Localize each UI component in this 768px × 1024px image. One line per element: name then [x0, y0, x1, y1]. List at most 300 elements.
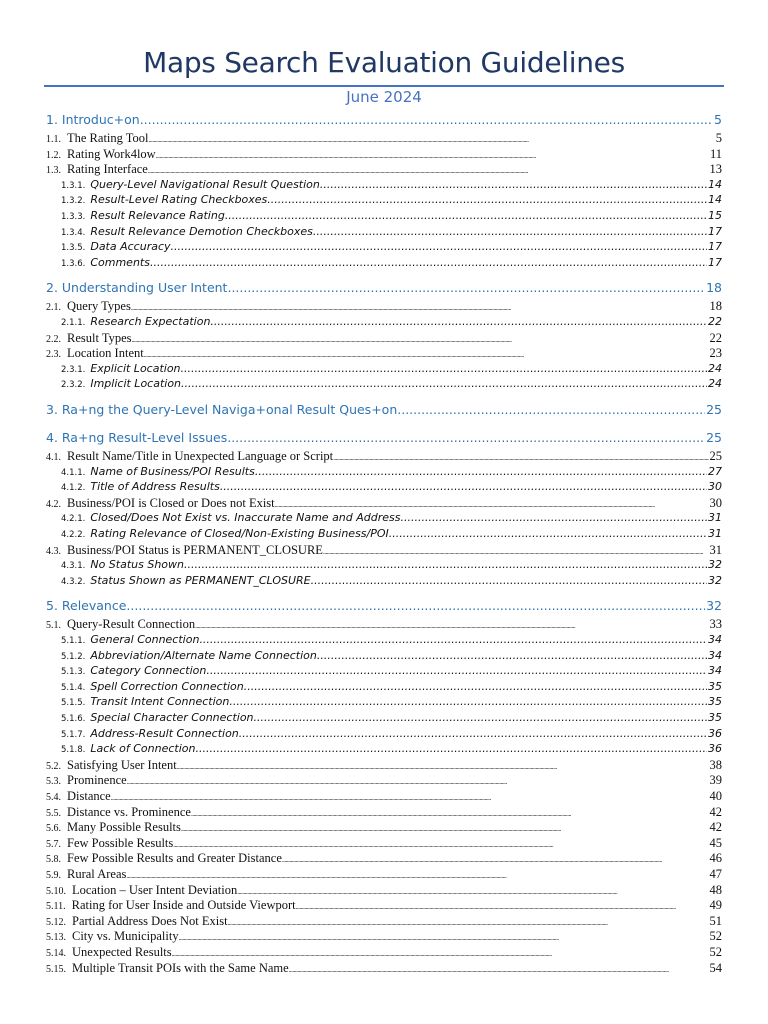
toc-entry-number: 5.1.4.	[61, 682, 86, 693]
document-date: June 2024	[346, 88, 422, 106]
toc-dot-leader	[275, 501, 709, 509]
toc-entry[interactable]	[46, 430, 722, 445]
toc-entry[interactable]	[46, 649, 722, 662]
toc-entry[interactable]	[46, 162, 722, 177]
toc-entry-number: 5.14.	[46, 948, 66, 959]
toc-page-number: 17	[708, 224, 722, 238]
toc-entry-title: The Rating Tool	[67, 131, 149, 145]
toc-entry-title: Satisfying User Intent	[67, 757, 177, 772]
toc-entry-label	[46, 914, 228, 929]
toc-entry-title: Name of Business/POI Results	[90, 464, 255, 478]
toc-entry-number: 4.3.2.	[61, 576, 86, 587]
toc-entry-label	[46, 402, 397, 417]
toc-entry[interactable]	[46, 805, 722, 820]
toc-entry-title: Comments	[90, 255, 150, 269]
toc-page-number: 34	[708, 664, 722, 678]
toc-dot-leader	[179, 934, 709, 942]
toc-entry-label	[61, 465, 255, 478]
toc-entry[interactable]	[46, 209, 722, 222]
toc-entry[interactable]	[46, 664, 722, 677]
toc-entry[interactable]	[46, 496, 722, 511]
toc-page-number: 35	[708, 711, 722, 724]
toc-entry-label	[46, 280, 227, 295]
toc-page-number: 35	[708, 695, 722, 709]
toc-entry-number: 4.1.1.	[61, 467, 86, 478]
toc-dot-leader	[389, 527, 707, 540]
toc-entry-label	[61, 315, 210, 328]
toc-entry-number: 1.3.	[46, 165, 61, 177]
toc-dot-leader	[401, 511, 708, 524]
toc-entry-title: Business/POI Status is PERMANENT_CLOSURE	[67, 542, 323, 557]
toc-entry-label	[46, 112, 140, 127]
toc-entry[interactable]	[46, 131, 722, 146]
toc-entry[interactable]	[46, 945, 722, 960]
toc-dot-leader	[156, 152, 709, 160]
toc-entry-label	[61, 362, 181, 375]
toc-page-number: 32	[706, 598, 722, 614]
toc-entry[interactable]	[46, 112, 722, 127]
toc-entry-title: Result Types	[67, 330, 132, 345]
toc-entry[interactable]	[46, 898, 722, 913]
toc-dot-leader	[181, 362, 707, 375]
toc-entry[interactable]	[46, 558, 722, 571]
toc-page-number: 24	[708, 377, 722, 391]
toc-entry-title: Result Relevance Demotion Checkboxes	[90, 224, 313, 238]
toc-page-number: 38	[709, 757, 722, 772]
toc-entry-label	[61, 633, 199, 646]
toc-entry-title: 3. Ra+ng the Query-Level Naviga+onal Result Ques+on	[46, 402, 398, 417]
toc-dot-leader	[149, 136, 715, 144]
toc-entry-number: 5.7.	[46, 838, 61, 850]
toc-entry[interactable]	[46, 346, 722, 361]
toc-entry-label	[61, 377, 181, 390]
toc-entry-number: 5.6.	[46, 823, 61, 835]
toc-entry-label	[46, 867, 126, 882]
toc-entry-label	[46, 449, 333, 464]
toc-entry-title: Closed/Does Not Exist vs. Inaccurate Name and Address	[90, 511, 401, 525]
toc-entry-title: Rating Relevance of Closed/Non-Existing Business/POI	[90, 527, 389, 540]
toc-entry-number: 5.12.	[46, 916, 66, 928]
toc-entry[interactable]	[46, 867, 722, 882]
toc-entry-title: Unexpected Results	[72, 945, 172, 959]
toc-dot-leader	[323, 548, 709, 556]
toc-entry[interactable]	[46, 377, 722, 390]
toc-dot-leader	[267, 193, 707, 206]
toc-page-number: 31	[709, 542, 722, 557]
toc-entry-label	[61, 193, 267, 206]
toc-entry-label	[46, 346, 144, 361]
toc-entry-label	[61, 209, 225, 222]
toc-dot-leader	[220, 480, 707, 493]
toc-page-number: 22	[708, 315, 722, 328]
toc-entry-number: 4.2.1.	[61, 514, 86, 525]
toc-entry-title: Distance vs. Prominence	[67, 804, 191, 819]
toc-entry-title: Multiple Transit POIs with the Same Name	[72, 960, 289, 975]
toc-entry[interactable]	[46, 299, 722, 314]
toc-dot-leader	[237, 888, 708, 896]
toc-entry-number: 5.1.1.	[61, 636, 86, 646]
toc-entry-label	[61, 574, 311, 587]
toc-dot-leader	[126, 598, 705, 613]
toc-entry-title: Location Intent	[67, 346, 144, 361]
toc-dot-leader	[296, 903, 709, 911]
toc-page-number: 31	[708, 527, 722, 540]
toc-page-number: 31	[708, 511, 722, 525]
toc-entry-label	[46, 598, 126, 613]
toc-entry-number: 5.15.	[46, 963, 66, 975]
toc-entry-label	[46, 299, 131, 314]
toc-entry-label	[46, 945, 172, 960]
toc-dot-leader	[172, 950, 709, 958]
toc-entry-number: 5.1.6.	[61, 714, 86, 724]
toc-entry-title: Explicit Location	[90, 361, 181, 375]
toc-entry-title: Rating for User Inside and Outside Viewport	[71, 898, 296, 913]
toc-dot-leader	[228, 919, 709, 927]
toc-entry-label	[61, 664, 206, 677]
toc-entry-number: 1.3.4.	[61, 227, 86, 238]
toc-entry-title: Result Name/Title in Unexpected Language or Script	[67, 449, 334, 463]
toc-dot-leader	[181, 377, 707, 390]
toc-entry-number: 4.2.2.	[61, 530, 86, 540]
toc-entry-number: 5.9.	[46, 870, 61, 881]
toc-page-number: 30	[708, 480, 722, 494]
toc-entry-label	[61, 695, 229, 708]
toc-entry-title: Data Accuracy	[90, 240, 171, 254]
toc-entry-title: Few Possible Results	[67, 835, 174, 850]
toc-entry-title: Status Shown as PERMANENT_CLOSURE	[90, 573, 311, 587]
toc-page-number: 32	[708, 558, 722, 572]
toc-dot-leader	[140, 112, 713, 127]
toc-entry-title: Distance	[67, 789, 111, 803]
toc-entry[interactable]	[46, 773, 722, 788]
toc-entry-title: Abbreviation/Alternate Name Connection	[90, 648, 317, 662]
toc-entry-number: 1.1.	[46, 134, 61, 145]
toc-page-number: 34	[708, 633, 722, 646]
toc-dot-leader	[177, 763, 709, 771]
toc-dot-leader	[311, 574, 707, 587]
toc-entry-title: General Connection	[90, 633, 200, 646]
toc-page-number: 30	[709, 495, 722, 510]
toc-entry[interactable]	[46, 695, 722, 708]
toc-entry[interactable]	[46, 598, 722, 613]
toc-entry-label	[61, 558, 184, 571]
toc-entry-number: 4.3.	[46, 545, 61, 557]
toc-entry-label	[46, 131, 149, 146]
toc-entry-number: 5.2.	[46, 760, 61, 772]
toc-entry-label	[61, 649, 317, 662]
toc-entry[interactable]	[46, 680, 722, 693]
toc-dot-leader	[195, 622, 708, 630]
toc-entry[interactable]	[46, 883, 722, 898]
toc-entry-title: No Status Shown	[90, 558, 184, 572]
toc-page-number: 23	[709, 346, 722, 361]
toc-entry[interactable]	[46, 465, 722, 478]
toc-entry-number: 5.1.2.	[61, 651, 86, 662]
toc-entry-number: 1.3.2.	[61, 196, 86, 207]
toc-dot-leader	[132, 336, 709, 344]
toc-dot-leader	[171, 240, 707, 253]
toc-entry[interactable]	[46, 402, 722, 417]
toc-entry[interactable]	[46, 617, 722, 632]
toc-dot-leader	[184, 558, 707, 571]
toc-entry-label	[61, 480, 220, 493]
toc-entry-number: 2.3.2.	[61, 380, 86, 391]
toc-entry-title: 2. Understanding User Intent	[46, 280, 228, 296]
toc-page-number: 18	[709, 299, 722, 314]
toc-entry[interactable]	[46, 742, 722, 755]
toc-entry-label	[46, 430, 227, 445]
toc-entry-number: 5.1.	[46, 620, 61, 632]
toc-page-number: 17	[708, 240, 722, 254]
toc-entry[interactable]	[46, 178, 722, 191]
toc-entry-number: 1.3.6.	[61, 258, 86, 269]
toc-page-number: 22	[709, 330, 722, 345]
toc-dot-leader	[148, 167, 709, 175]
toc-page-number: 14	[708, 193, 722, 207]
toc-entry-label	[46, 331, 132, 346]
toc-entry-number: 5.8.	[46, 854, 61, 866]
toc-page-number: 25	[706, 430, 722, 445]
toc-entry-title: Transit Intent Connection	[90, 695, 230, 709]
toc-dot-leader	[229, 695, 707, 708]
toc-entry[interactable]	[46, 280, 722, 295]
toc-dot-leader	[244, 680, 707, 693]
toc-page-number: 51	[709, 913, 722, 928]
toc-dot-leader	[282, 856, 709, 864]
toc-entry-number: 1.3.1.	[61, 180, 86, 191]
toc-entry-number: 1.3.5.	[61, 243, 86, 254]
toc-entry-number: 4.3.1.	[61, 561, 86, 572]
toc-dot-leader	[227, 430, 705, 445]
toc-page-number: 11	[709, 146, 722, 161]
toc-entry[interactable]	[46, 836, 722, 851]
toc-page-number: 40	[709, 789, 722, 803]
toc-dot-leader	[320, 178, 707, 191]
toc-entry-number: 4.1.2.	[61, 483, 86, 494]
toc-entry-title: Query Types	[67, 299, 131, 314]
toc-page-number: 24	[708, 361, 722, 375]
toc-page-number: 36	[708, 742, 722, 756]
toc-entry-label	[46, 496, 275, 511]
toc-entry[interactable]	[46, 727, 722, 740]
toc-entry-title: Title of Address Results	[90, 480, 220, 494]
toc-dot-leader	[225, 209, 707, 222]
toc-entry[interactable]	[46, 820, 722, 835]
toc-entry-title: Rating Interface	[67, 162, 148, 177]
toc-entry[interactable]	[46, 225, 722, 238]
toc-entry-title: Lack of Connection	[90, 742, 196, 756]
toc-entry-number: 2.3.	[46, 349, 61, 361]
toc-entry-title: Query-Level Navigational Result Question	[90, 177, 320, 191]
toc-entry[interactable]	[46, 914, 722, 929]
toc-entry-number: 5.1.3.	[61, 667, 86, 678]
toc-entry[interactable]	[46, 511, 722, 524]
toc-entry-title: Business/POI is Closed or Does not Exist	[67, 495, 275, 510]
toc-entry-label	[61, 680, 244, 693]
toc-entry-number: 1.3.3.	[61, 212, 86, 222]
toc-entry-title: Rural Areas	[67, 867, 127, 881]
toc-dot-leader	[333, 454, 708, 462]
toc-dot-leader	[150, 256, 707, 269]
toc-page-number: 15	[708, 209, 722, 222]
toc-entry[interactable]	[46, 362, 722, 375]
toc-entry-label	[46, 789, 111, 804]
toc-entry-number: 4.1.	[46, 452, 61, 463]
toc-page-number: 46	[709, 851, 722, 866]
toc-page-number: 48	[709, 882, 722, 897]
toc-page-number: 25	[709, 449, 722, 463]
toc-entry-number: 5.3.	[46, 776, 61, 788]
toc-page-number: 52	[709, 945, 722, 959]
toc-dot-leader	[289, 966, 709, 974]
toc-entry-label	[61, 527, 389, 540]
toc-entry[interactable]	[46, 480, 722, 493]
toc-entry-label	[61, 256, 150, 269]
toc-entry-title: Implicit Location	[90, 377, 182, 391]
toc-entry-number: 5.10.	[46, 885, 66, 897]
toc-entry-number: 5.1.7.	[61, 729, 86, 740]
toc-dot-leader	[191, 810, 709, 818]
toc-dot-leader	[127, 778, 709, 786]
toc-entry[interactable]	[46, 961, 722, 976]
toc-entry-title: Many Possible Results	[67, 820, 181, 835]
toc-entry-title: Result-Level Rating Checkboxes	[90, 193, 268, 207]
toc-entry-label	[46, 929, 179, 944]
toc-page-number: 42	[709, 804, 722, 819]
toc-entry-label	[46, 805, 191, 820]
toc-entry[interactable]	[46, 789, 722, 804]
toc-entry-label	[61, 178, 320, 191]
toc-entry-label	[46, 543, 323, 558]
toc-entry-title: Category Connection	[90, 664, 207, 678]
toc-page-number: 49	[709, 898, 722, 913]
toc-page-number: 35	[708, 679, 722, 693]
toc-entry-title: Spell Correction Connection	[90, 679, 244, 693]
toc-entry-label	[61, 727, 239, 740]
toc-entry[interactable]	[46, 758, 722, 773]
toc-dot-leader	[181, 825, 709, 833]
toc-dot-leader	[131, 304, 709, 312]
toc-entry-title: Partial Address Does Not Exist	[72, 913, 228, 928]
toc-entry-label	[46, 898, 296, 913]
toc-page-number: 13	[709, 162, 722, 177]
toc-page-number: 18	[706, 280, 722, 296]
toc-entry-title: Prominence	[67, 773, 127, 788]
toc-entry[interactable]	[46, 331, 722, 346]
toc-entry-title: Address-Result Connection	[90, 726, 239, 740]
toc-page-number: 5	[714, 112, 722, 127]
toc-entry[interactable]	[46, 449, 722, 464]
toc-dot-leader	[126, 872, 708, 880]
toc-dot-leader	[195, 742, 707, 755]
toc-dot-leader	[206, 664, 707, 677]
toc-entry[interactable]	[46, 574, 722, 587]
toc-dot-leader	[239, 727, 707, 740]
toc-dot-leader	[111, 794, 709, 802]
toc-entry[interactable]	[46, 315, 722, 328]
toc-entry-label	[46, 851, 282, 866]
toc-page-number: 5	[715, 131, 722, 145]
toc-dot-leader	[317, 649, 707, 662]
toc-entry-title: Few Possible Results and Greater Distance	[67, 851, 282, 866]
toc-page-number: 25	[706, 402, 722, 417]
toc-page-number: 27	[708, 464, 722, 478]
toc-entry-number: 5.5.	[46, 807, 61, 819]
toc-dot-leader	[199, 633, 707, 646]
toc-entry[interactable]	[46, 543, 722, 558]
toc-entry-title: 5. Relevance	[46, 598, 127, 614]
toc-page-number: 17	[708, 255, 722, 269]
toc-entry[interactable]	[46, 929, 722, 944]
toc-dot-leader	[173, 841, 708, 849]
toc-entry-number: 5.13.	[46, 932, 66, 944]
toc-entry[interactable]	[46, 711, 722, 724]
toc-dot-leader	[144, 351, 709, 359]
document-title: Maps Search Evaluation Guidelines	[143, 46, 625, 79]
toc-entry-title: Result Relevance Rating	[90, 209, 225, 222]
toc-dot-leader	[255, 465, 707, 478]
toc-entry-number: 2.1.	[46, 302, 61, 314]
toc-dot-leader	[210, 315, 707, 328]
toc-entry-label	[46, 820, 181, 835]
toc-entry[interactable]	[46, 240, 722, 253]
toc-page-number: 47	[709, 867, 722, 881]
toc-entry-label	[46, 617, 195, 632]
toc-entry-label	[46, 836, 173, 851]
toc-entry[interactable]	[46, 256, 722, 269]
toc-page-number: 39	[709, 773, 722, 788]
toc-entry-title: Query-Result Connection	[67, 617, 196, 632]
toc-entry-label	[61, 742, 195, 755]
toc-entry[interactable]	[46, 147, 722, 162]
toc-page-number: 52	[709, 929, 722, 944]
toc-page-number: 54	[709, 960, 722, 975]
toc-entry[interactable]	[46, 527, 722, 540]
toc-dot-leader	[397, 402, 705, 417]
toc-dot-leader	[227, 280, 705, 295]
toc-entry-title: Special Character Connection	[90, 711, 254, 724]
toc-entry-number: 5.4.	[46, 792, 61, 803]
toc-page-number: 32	[708, 573, 722, 587]
toc-entry-label	[46, 162, 148, 177]
toc-page-number: 36	[708, 726, 722, 740]
toc-entry-number: 2.1.1.	[61, 318, 86, 328]
toc-page-number: 42	[709, 820, 722, 835]
toc-entry-label	[61, 240, 171, 253]
toc-entry-label	[61, 711, 254, 724]
toc-entry-number: 5.1.5.	[61, 698, 86, 709]
toc-entry-number: 4.2.	[46, 498, 61, 510]
toc-page-number: 14	[708, 177, 722, 191]
toc-entry-label	[46, 961, 289, 976]
toc-entry-label	[46, 147, 156, 162]
toc-entry-title: Location – User Intent Deviation	[72, 882, 238, 897]
toc-entry-number: 5.1.8.	[61, 745, 86, 756]
toc-page-number: 45	[709, 835, 722, 850]
toc-entry[interactable]	[46, 193, 722, 206]
toc-entry-label	[61, 225, 313, 238]
toc-entry-number: 1.2.	[46, 149, 61, 161]
toc-page-number: 33	[709, 617, 722, 632]
toc-entry-label	[46, 758, 177, 773]
toc-entry-number: 2.3.1.	[61, 364, 86, 375]
toc-entry-label	[46, 883, 237, 898]
toc-entry[interactable]	[46, 851, 722, 866]
toc-entry-title: Rating Work4low	[67, 146, 156, 161]
toc-entry[interactable]	[46, 633, 722, 646]
toc-dot-leader	[254, 711, 707, 724]
toc-entry-label	[61, 511, 401, 524]
